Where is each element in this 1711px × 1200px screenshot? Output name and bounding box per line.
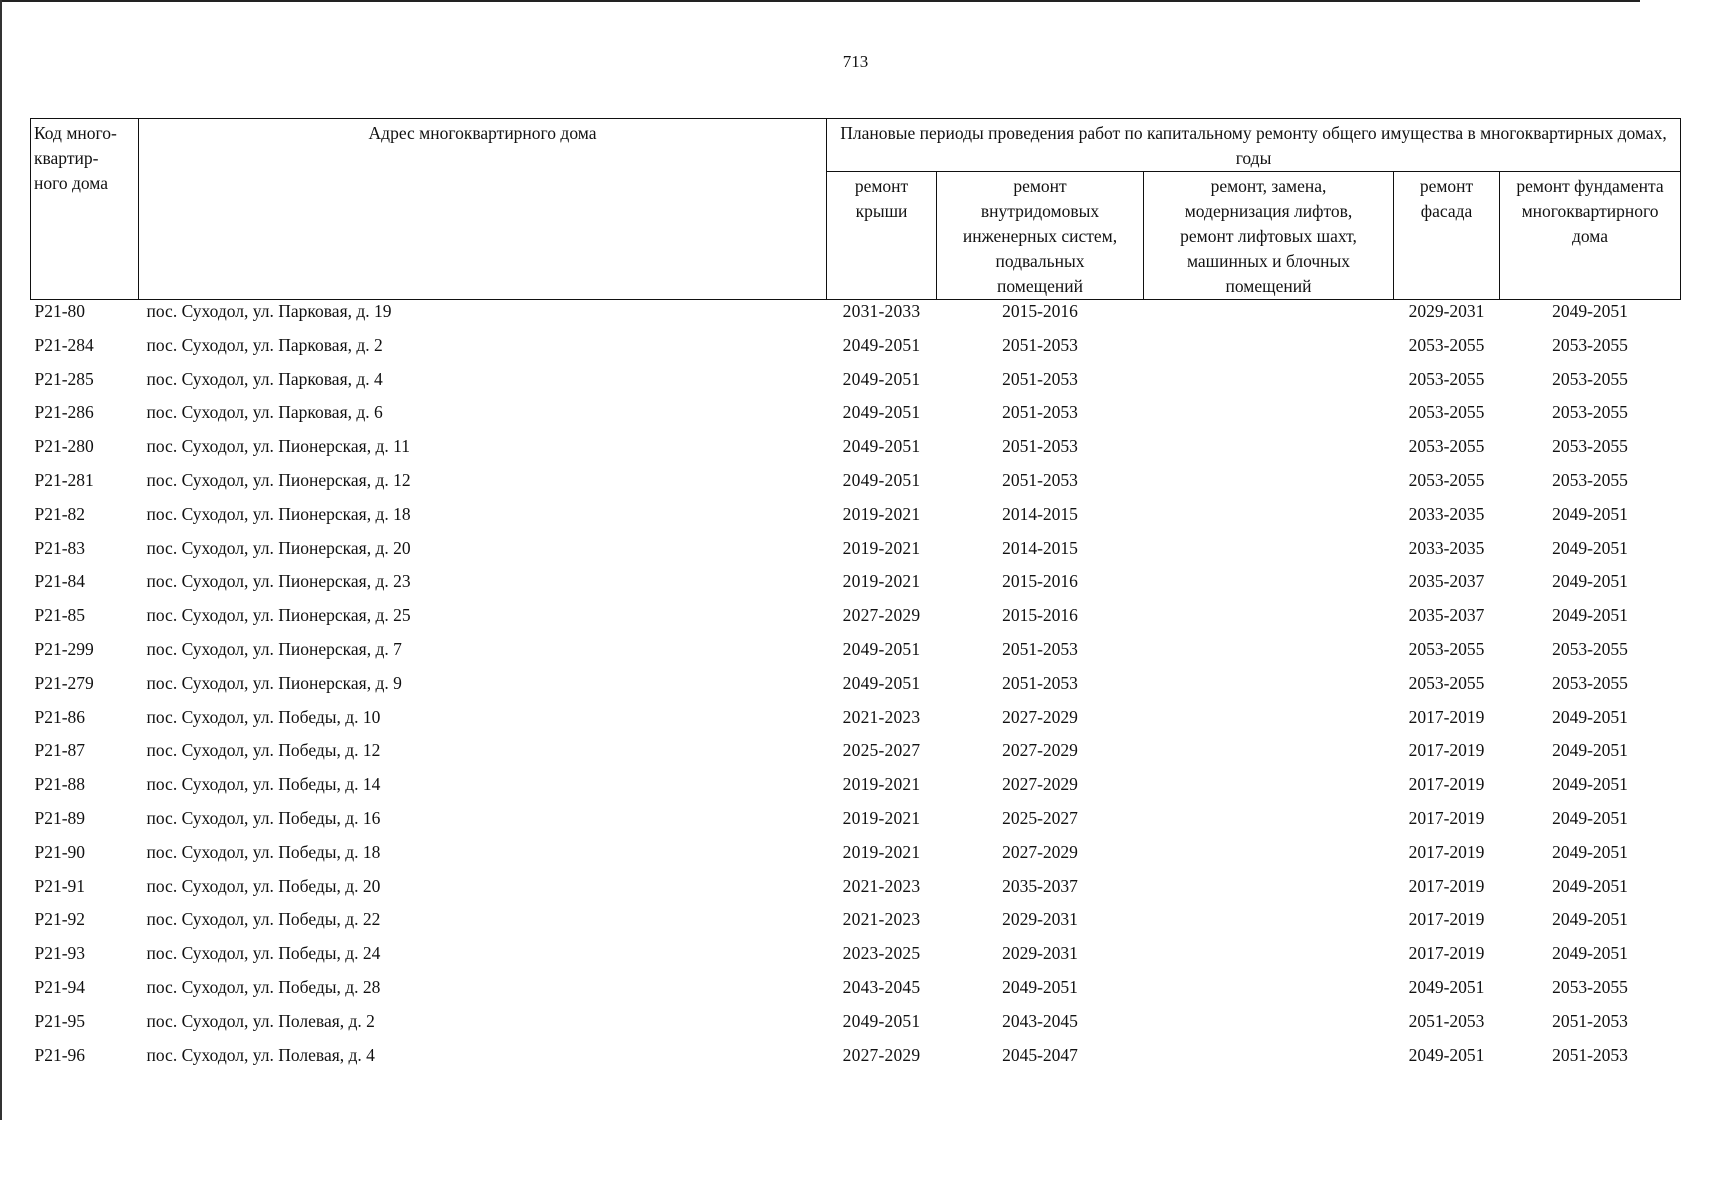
cell-facade-period: 2033-2035 [1408, 537, 1485, 558]
table-row [31, 875, 1681, 909]
header-lifts-line: помещений [1225, 276, 1312, 296]
cell-roof-period: 2019-2021 [842, 503, 921, 524]
cell-lifts-period [1144, 368, 1394, 402]
cell-lifts-period [1144, 604, 1394, 638]
cell-house-code: P21-93 [34, 943, 86, 964]
cell-house-code: P21-80 [34, 301, 86, 321]
cell-lifts-period [1144, 503, 1394, 537]
cell-foundation-period: 2053-2055 [1552, 368, 1628, 389]
table-body [31, 300, 1681, 1078]
cell-facade-period: 2017-2019 [1408, 774, 1485, 795]
cell-lifts-period [1144, 706, 1394, 740]
header-lifts-line: ремонт лифтовых шахт, [1180, 226, 1357, 246]
cell-engineering-period: 2049-2051 [1002, 976, 1078, 997]
cell-foundation-period: 2053-2055 [1552, 402, 1628, 423]
cell-facade-period: 2053-2055 [1408, 436, 1485, 457]
cell-roof-period: 2049-2051 [842, 672, 921, 693]
header-engineering-line: ремонт [1013, 176, 1067, 196]
cell-address: пос. Суходол, ул. Пионерская, д. 11 [146, 436, 410, 457]
cell-engineering-period: 2015-2016 [1002, 605, 1078, 626]
cell-address: пос. Суходол, ул. Полевая, д. 2 [146, 1010, 375, 1031]
cell-address: пос. Суходол, ул. Победы, д. 24 [146, 943, 381, 964]
cell-house-code: P21-89 [34, 807, 86, 828]
cell-address: пос. Суходол, ул. Парковая, д. 19 [146, 301, 392, 321]
cell-engineering-period: 2051-2053 [1002, 672, 1078, 693]
cell-address: пос. Суходол, ул. Победы, д. 20 [146, 875, 381, 896]
cell-roof-period: 2027-2029 [842, 605, 921, 626]
cell-house-code: P21-90 [34, 841, 86, 862]
cell-engineering-period: 2025-2027 [1002, 807, 1078, 828]
header-facade-line: фасада [1420, 201, 1473, 221]
cell-address: пос. Суходол, ул. Пионерская, д. 18 [146, 503, 411, 524]
cell-engineering-period: 2035-2037 [1002, 875, 1078, 896]
cell-engineering-period: 2027-2029 [1002, 841, 1078, 862]
cell-house-code: P21-84 [34, 571, 86, 592]
cell-address: пос. Суходол, ул. Победы, д. 14 [146, 774, 381, 795]
cell-roof-period: 2019-2021 [842, 571, 921, 592]
cell-lifts-period [1144, 638, 1394, 672]
cell-lifts-period [1144, 469, 1394, 503]
cell-house-code: P21-299 [34, 638, 94, 659]
cell-roof-period: 2019-2021 [842, 841, 921, 862]
cell-foundation-period: 2051-2053 [1552, 1044, 1628, 1065]
cell-house-code: P21-96 [34, 1044, 86, 1065]
cell-foundation-period: 2049-2051 [1552, 571, 1628, 592]
cell-foundation-period: 2053-2055 [1552, 638, 1628, 659]
cell-house-code: P21-94 [34, 976, 86, 997]
header-foundation [1500, 172, 1681, 300]
cell-facade-period: 2053-2055 [1408, 368, 1485, 389]
cell-facade-period: 2017-2019 [1408, 909, 1485, 930]
header-engineering [937, 172, 1144, 300]
cell-lifts-period [1144, 537, 1394, 571]
table-row [31, 942, 1681, 976]
cell-facade-period: 2053-2055 [1408, 672, 1485, 693]
cell-address: пос. Суходол, ул. Победы, д. 16 [146, 807, 381, 828]
header-address: Адрес многоквартирного дома [139, 119, 827, 300]
cell-facade-period: 2017-2019 [1408, 943, 1485, 964]
cell-lifts-period [1144, 300, 1394, 334]
cell-foundation-period: 2049-2051 [1552, 503, 1628, 524]
cell-facade-period: 2049-2051 [1408, 1044, 1485, 1065]
table-row [31, 1010, 1681, 1044]
cell-facade-period: 2053-2055 [1408, 638, 1485, 659]
cell-facade-period: 2017-2019 [1408, 807, 1485, 828]
cell-lifts-period [1144, 875, 1394, 909]
cell-roof-period: 2021-2023 [842, 875, 921, 896]
cell-address: пос. Суходол, ул. Полевая, д. 4 [146, 1044, 375, 1065]
cell-roof-period: 2019-2021 [842, 774, 921, 795]
header-foundation-line: ремонт фундамента [1516, 176, 1664, 196]
table-row [31, 706, 1681, 740]
cell-foundation-period: 2049-2051 [1552, 909, 1628, 930]
cell-house-code: P21-95 [34, 1010, 86, 1031]
cell-lifts-period [1144, 401, 1394, 435]
cell-lifts-period [1144, 570, 1394, 604]
header-code-line: Код много- [34, 123, 117, 143]
header-roof-line: ремонт [854, 176, 909, 196]
cell-engineering-period: 2014-2015 [1002, 537, 1078, 558]
cell-roof-period: 2049-2051 [842, 1010, 921, 1031]
cell-foundation-period: 2053-2055 [1552, 672, 1628, 693]
table-row [31, 469, 1681, 503]
cell-house-code: P21-285 [34, 368, 94, 389]
table-row [31, 807, 1681, 841]
cell-facade-period: 2033-2035 [1408, 503, 1485, 524]
cell-roof-period: 2049-2051 [842, 469, 921, 490]
page-left-edge [0, 0, 2, 1120]
cell-lifts-period [1144, 435, 1394, 469]
cell-house-code: P21-91 [34, 875, 86, 896]
table-row [31, 300, 1681, 334]
cell-roof-period: 2049-2051 [842, 436, 921, 457]
cell-lifts-period [1144, 942, 1394, 976]
cell-foundation-period: 2049-2051 [1552, 875, 1628, 896]
header-foundation-line: дома [1571, 226, 1609, 246]
cell-house-code: P21-284 [34, 334, 94, 355]
cell-roof-period: 2027-2029 [842, 1044, 921, 1065]
cell-address: пос. Суходол, ул. Пионерская, д. 20 [146, 537, 411, 558]
cell-address: пос. Суходол, ул. Пионерская, д. 12 [146, 469, 411, 490]
cell-foundation-period: 2051-2053 [1552, 1010, 1628, 1031]
cell-engineering-period: 2027-2029 [1002, 740, 1078, 761]
cell-address: пос. Суходол, ул. Парковая, д. 4 [146, 368, 383, 389]
table-row [31, 638, 1681, 672]
cell-lifts-period [1144, 908, 1394, 942]
table-row [31, 503, 1681, 537]
table-row [31, 368, 1681, 402]
cell-facade-period: 2035-2037 [1408, 605, 1485, 626]
cell-roof-period: 2025-2027 [842, 740, 921, 761]
header-roof-line: крыши [855, 201, 908, 221]
cell-address: пос. Суходол, ул. Победы, д. 18 [146, 841, 381, 862]
cell-roof-period: 2019-2021 [842, 537, 921, 558]
cell-house-code: P21-85 [34, 605, 86, 626]
header-facade [1394, 172, 1500, 300]
cell-house-code: P21-86 [34, 706, 86, 727]
cell-engineering-period: 2051-2053 [1002, 469, 1078, 490]
cell-house-code: P21-92 [34, 909, 86, 930]
cell-facade-period: 2051-2053 [1408, 1010, 1485, 1031]
page-number: 713 [842, 52, 869, 71]
cell-house-code: P21-88 [34, 774, 86, 795]
header-lifts-line: модернизация лифтов, [1184, 201, 1353, 221]
cell-roof-period: 2049-2051 [842, 368, 921, 389]
cell-engineering-period: 2027-2029 [1002, 774, 1078, 795]
cell-roof-period: 2031-2033 [842, 301, 921, 321]
cell-facade-period: 2049-2051 [1408, 976, 1485, 997]
header-engineering-line: подвальных [995, 251, 1085, 271]
header-lifts-line: машинных и блочных [1186, 251, 1351, 271]
cell-foundation-period: 2049-2051 [1552, 807, 1628, 828]
cell-address: пос. Суходол, ул. Победы, д. 22 [146, 909, 381, 930]
cell-lifts-period [1144, 672, 1394, 706]
cell-roof-period: 2049-2051 [842, 638, 921, 659]
cell-engineering-period: 2015-2016 [1002, 301, 1078, 321]
cell-facade-period: 2053-2055 [1408, 469, 1485, 490]
cell-lifts-period [1144, 841, 1394, 875]
cell-roof-period: 2023-2025 [842, 943, 921, 964]
cell-lifts-period [1144, 739, 1394, 773]
cell-lifts-period [1144, 773, 1394, 807]
cell-roof-period: 2021-2023 [842, 909, 921, 930]
header-planned-periods: Плановые периоды проведения работ по капитальному ремонту общего имущества в многоквартирных домах, годы [827, 119, 1681, 172]
table-header [31, 119, 1681, 300]
header-engineering-line: внутридомовых [980, 201, 1100, 221]
table-row [31, 976, 1681, 1010]
cell-lifts-period [1144, 1010, 1394, 1044]
header-roof [827, 172, 937, 300]
cell-engineering-period: 2051-2053 [1002, 638, 1078, 659]
cell-foundation-period: 2053-2055 [1552, 334, 1628, 355]
cell-roof-period: 2049-2051 [842, 402, 921, 423]
table-row [31, 401, 1681, 435]
table-row [31, 537, 1681, 571]
cell-foundation-period: 2049-2051 [1552, 740, 1628, 761]
cell-address: пос. Суходол, ул. Победы, д. 12 [146, 740, 381, 761]
table-row [31, 773, 1681, 807]
table-row [31, 334, 1681, 368]
cell-foundation-period: 2049-2051 [1552, 301, 1628, 321]
cell-facade-period: 2035-2037 [1408, 571, 1485, 592]
header-code [31, 119, 139, 300]
header-code-line: квартир- [34, 148, 99, 168]
cell-foundation-period: 2049-2051 [1552, 605, 1628, 626]
table-row [31, 739, 1681, 773]
cell-address: пос. Суходол, ул. Пионерская, д. 9 [146, 672, 402, 693]
cell-facade-period: 2029-2031 [1408, 301, 1485, 321]
cell-facade-period: 2053-2055 [1408, 402, 1485, 423]
cell-facade-period: 2017-2019 [1408, 875, 1485, 896]
table-row [31, 570, 1681, 604]
cell-engineering-period: 2029-2031 [1002, 909, 1078, 930]
cell-address: пос. Суходол, ул. Пионерская, д. 25 [146, 605, 411, 626]
header-lifts-line: ремонт, замена, [1210, 176, 1327, 196]
cell-engineering-period: 2029-2031 [1002, 943, 1078, 964]
cell-engineering-period: 2027-2029 [1002, 706, 1078, 727]
cell-engineering-period: 2051-2053 [1002, 436, 1078, 457]
cell-engineering-period: 2051-2053 [1002, 334, 1078, 355]
cell-lifts-period [1144, 334, 1394, 368]
header-facade-line: ремонт [1419, 176, 1474, 196]
cell-house-code: P21-286 [34, 402, 94, 423]
table-row [31, 1044, 1681, 1078]
cell-address: пос. Суходол, ул. Парковая, д. 2 [146, 334, 383, 355]
cell-foundation-period: 2049-2051 [1552, 706, 1628, 727]
cell-engineering-period: 2051-2053 [1002, 368, 1078, 389]
table-row [31, 672, 1681, 706]
cell-foundation-period: 2049-2051 [1552, 841, 1628, 862]
cell-engineering-period: 2045-2047 [1002, 1044, 1078, 1065]
cell-facade-period: 2017-2019 [1408, 841, 1485, 862]
cell-foundation-period: 2053-2055 [1552, 976, 1628, 997]
cell-roof-period: 2021-2023 [842, 706, 921, 727]
cell-address: пос. Суходол, ул. Парковая, д. 6 [146, 402, 383, 423]
header-code-line: ного дома [34, 173, 109, 193]
table-row [31, 841, 1681, 875]
header-engineering-line: инженерных систем, [962, 226, 1118, 246]
cell-facade-period: 2053-2055 [1408, 334, 1485, 355]
cell-house-code: P21-82 [34, 503, 86, 524]
cell-engineering-period: 2051-2053 [1002, 402, 1078, 423]
page-top-edge [0, 0, 1640, 2]
table-row [31, 604, 1681, 638]
cell-engineering-period: 2043-2045 [1002, 1010, 1078, 1031]
cell-roof-period: 2019-2021 [842, 807, 921, 828]
cell-house-code: P21-83 [34, 537, 86, 558]
table-row [31, 435, 1681, 469]
cell-foundation-period: 2053-2055 [1552, 436, 1628, 457]
cell-lifts-period [1144, 976, 1394, 1010]
header-lifts [1144, 172, 1394, 300]
cell-engineering-period: 2015-2016 [1002, 571, 1078, 592]
cell-address: пос. Суходол, ул. Победы, д. 28 [146, 976, 381, 997]
cell-foundation-period: 2053-2055 [1552, 469, 1628, 490]
cell-foundation-period: 2049-2051 [1552, 537, 1628, 558]
cell-lifts-period [1144, 807, 1394, 841]
cell-house-code: P21-280 [34, 436, 94, 457]
cell-address: пос. Суходол, ул. Пионерская, д. 23 [146, 571, 411, 592]
header-engineering-line: помещений [997, 276, 1083, 296]
cell-engineering-period: 2014-2015 [1002, 503, 1078, 524]
cell-house-code: P21-87 [34, 740, 86, 761]
cell-roof-period: 2043-2045 [842, 976, 921, 997]
cell-facade-period: 2017-2019 [1408, 706, 1485, 727]
cell-address: пос. Суходол, ул. Победы, д. 10 [146, 706, 381, 727]
cell-roof-period: 2049-2051 [842, 334, 921, 355]
table-row [31, 908, 1681, 942]
cell-address: пос. Суходол, ул. Пионерская, д. 7 [146, 638, 402, 659]
header-foundation-line: многоквартирного [1521, 201, 1659, 221]
cell-house-code: P21-279 [34, 672, 94, 693]
cell-house-code: P21-281 [34, 469, 94, 490]
capital-repair-table [30, 118, 1681, 1077]
cell-lifts-period [1144, 1044, 1394, 1078]
cell-foundation-period: 2049-2051 [1552, 943, 1628, 964]
cell-facade-period: 2017-2019 [1408, 740, 1485, 761]
cell-foundation-period: 2049-2051 [1552, 774, 1628, 795]
